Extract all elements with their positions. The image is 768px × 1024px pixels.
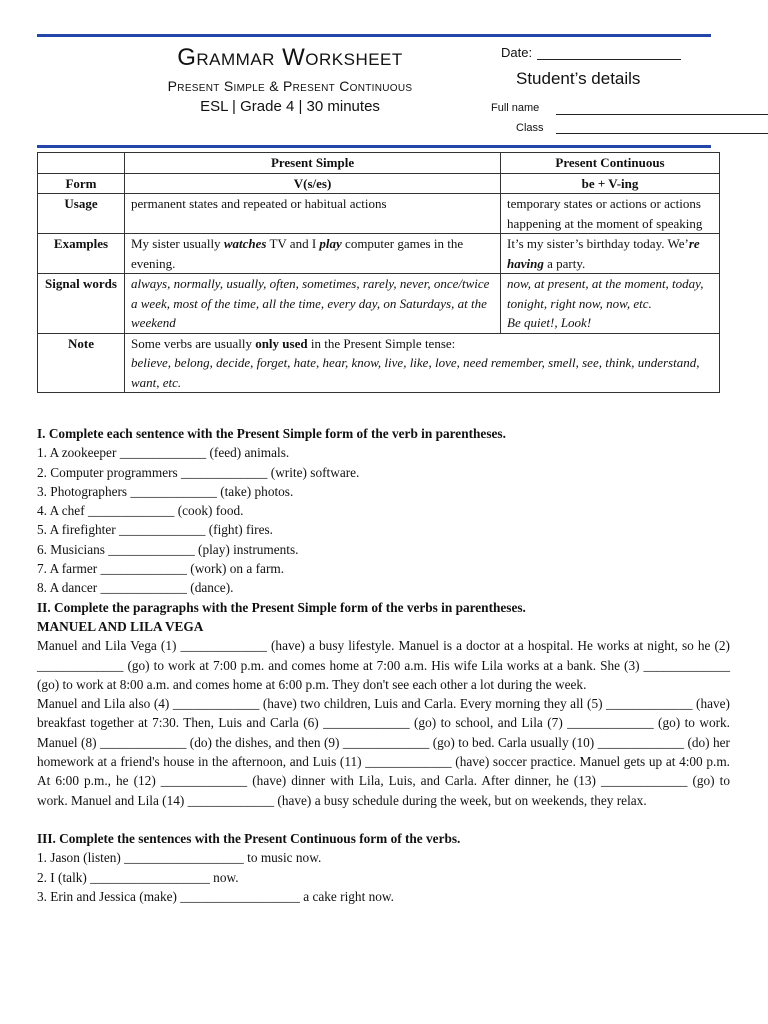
exercise-1-item: 6. Musicians _____________ (play) instruments. <box>37 541 299 557</box>
full-name-field[interactable] <box>556 114 768 115</box>
worksheet-meta: ESL | Grade 4 | 30 minutes <box>200 98 380 115</box>
examples-continuous: It’s my sister’s birthday today. We’re having a party. <box>501 234 720 274</box>
class-field[interactable] <box>556 133 768 134</box>
row-label-form: Form <box>38 173 125 194</box>
date-field[interactable] <box>537 59 681 60</box>
exercise-1-item: 8. A dancer _____________ (dance). <box>37 580 234 596</box>
exercise-1-item: 3. Photographers _____________ (take) photos. <box>37 483 294 499</box>
exercise-1-item: 1. A zookeeper _____________ (feed) animals. <box>37 445 290 461</box>
row-label-examples: Examples <box>38 234 125 274</box>
table-corner-cell <box>38 153 125 174</box>
exercise-1-item: 5. A firefighter _____________ (fight) fires. <box>37 522 273 538</box>
header-present-continuous: Present Continuous <box>501 153 720 174</box>
table-row-form <box>38 173 720 194</box>
exercise-1-item: 2. Computer programmers _____________ (write) software. <box>37 464 360 480</box>
note-verb-list: believe, belong, decide, forget, hate, hear, know, live, like, love, need remember, smell, see, think, understand, want, etc. <box>131 355 700 390</box>
full-name-label: Full name <box>491 102 540 114</box>
worksheet-subtitle: Present Simple & Present Continuous <box>167 78 413 94</box>
bottom-rule <box>37 145 711 148</box>
story-paragraph-1: Manuel and Lila Vega (1) _____________ (have) a busy lifestyle. Manuel is a doctor at a hospital. He works at night, so he (2) _____________ (go) to work at 7:00 p.m. and comes home at 7:00 a.m. His wife Lila works at a bank. She (3) _____________ (go) to work at 8:00 a.m. and comes home at 6:00 p.m. They don't see each other a lot during the week. <box>37 638 730 692</box>
exercise-1-item: 4. A chef _____________ (cook) food. <box>37 503 244 519</box>
table-row-signal-words <box>38 274 720 334</box>
signal-words-simple: always, normally, usually, often, sometimes, rarely, never, once/twice a week, most of the time, all the time, every day, on Saturdays, at the weekend <box>125 274 501 334</box>
table-row-examples <box>38 234 720 274</box>
worksheet-title: Grammar Worksheet <box>177 44 403 71</box>
grammar-table <box>37 152 720 393</box>
form-continuous: be + V-ing <box>501 173 720 194</box>
row-label-note: Note <box>38 333 125 393</box>
date-label: Date: <box>501 45 533 60</box>
exercise-3-item: 3. Erin and Jessica (make) __________________ a cake right now. <box>37 888 394 904</box>
table-row-note <box>38 333 720 393</box>
exercise-3-item: 1. Jason (listen) __________________ to music now. <box>37 850 322 866</box>
section-2-heading: II. Complete the paragraphs with the Present Simple form of the verbs in parentheses. <box>37 599 526 615</box>
exercise-1-item: 7. A farmer _____________ (work) on a farm. <box>37 561 285 577</box>
section-1-heading: I. Complete each sentence with the Present Simple form of the verb in parentheses. <box>37 426 506 441</box>
examples-simple: My sister usually watches TV and I play computer games in the evening. <box>125 234 501 274</box>
usage-continuous: temporary states or actions or actions happening at the moment of speaking <box>501 194 720 234</box>
story-title: MANUEL AND LILA VEGA <box>37 618 204 634</box>
exercise-3-item: 2. I (talk) __________________ now. <box>37 869 239 885</box>
exercises <box>37 424 730 906</box>
row-label-signal-words: Signal words <box>38 274 125 334</box>
signal-words-continuous: now, at present, at the moment, today, tonight, right now, now, etc. Be quiet!, Look! <box>501 274 720 334</box>
header-present-simple: Present Simple <box>125 153 501 174</box>
form-simple: V(s/es) <box>125 173 501 194</box>
story-paragraph-2: Manuel and Lila also (4) _____________ (have) two children, Luis and Carla. Every morning they all (5) _____________ (have) breakfast together at 7:30. Then, Luis and Carla (6) _____________ (go) to school, and Lila (7) _____________ (go) to work. Manuel (8) _____________ (do) the dishes, and then (9) _____________ (go) to bed. Carla usually (10) _____________ (do) her homework at a friend's house in the afternoon, and Luis (11) _____________ (have) soccer practice. Manuel gets up at 4:00 p.m. At 6:00 p.m., he (12) _____________ (have) dinner with Lila, Luis, and Carla. After dinner, he (13) _____________ (go) to work. Manuel and Lila (14) _____________ (have) a busy schedule during the week, but on weekends, they relax. <box>37 696 730 808</box>
section-3-heading: III. Complete the sentences with the Present Continuous form of the verbs. <box>37 830 461 846</box>
top-rule <box>37 34 711 37</box>
row-label-usage: Usage <box>38 194 125 234</box>
usage-simple: permanent states and repeated or habitual actions <box>125 194 501 234</box>
table-header-row <box>38 153 720 174</box>
table-row-usage <box>38 194 720 234</box>
spacer <box>37 810 730 829</box>
students-details-heading: Student’s details <box>516 69 641 88</box>
class-label: Class <box>516 122 544 134</box>
note-text: Some verbs are usually only used in the Present Simple tense: believe, belong, decide, forget, hate, hear, know, live, like, love, need remember, smell, see, think, understand, want, etc. <box>125 333 720 393</box>
